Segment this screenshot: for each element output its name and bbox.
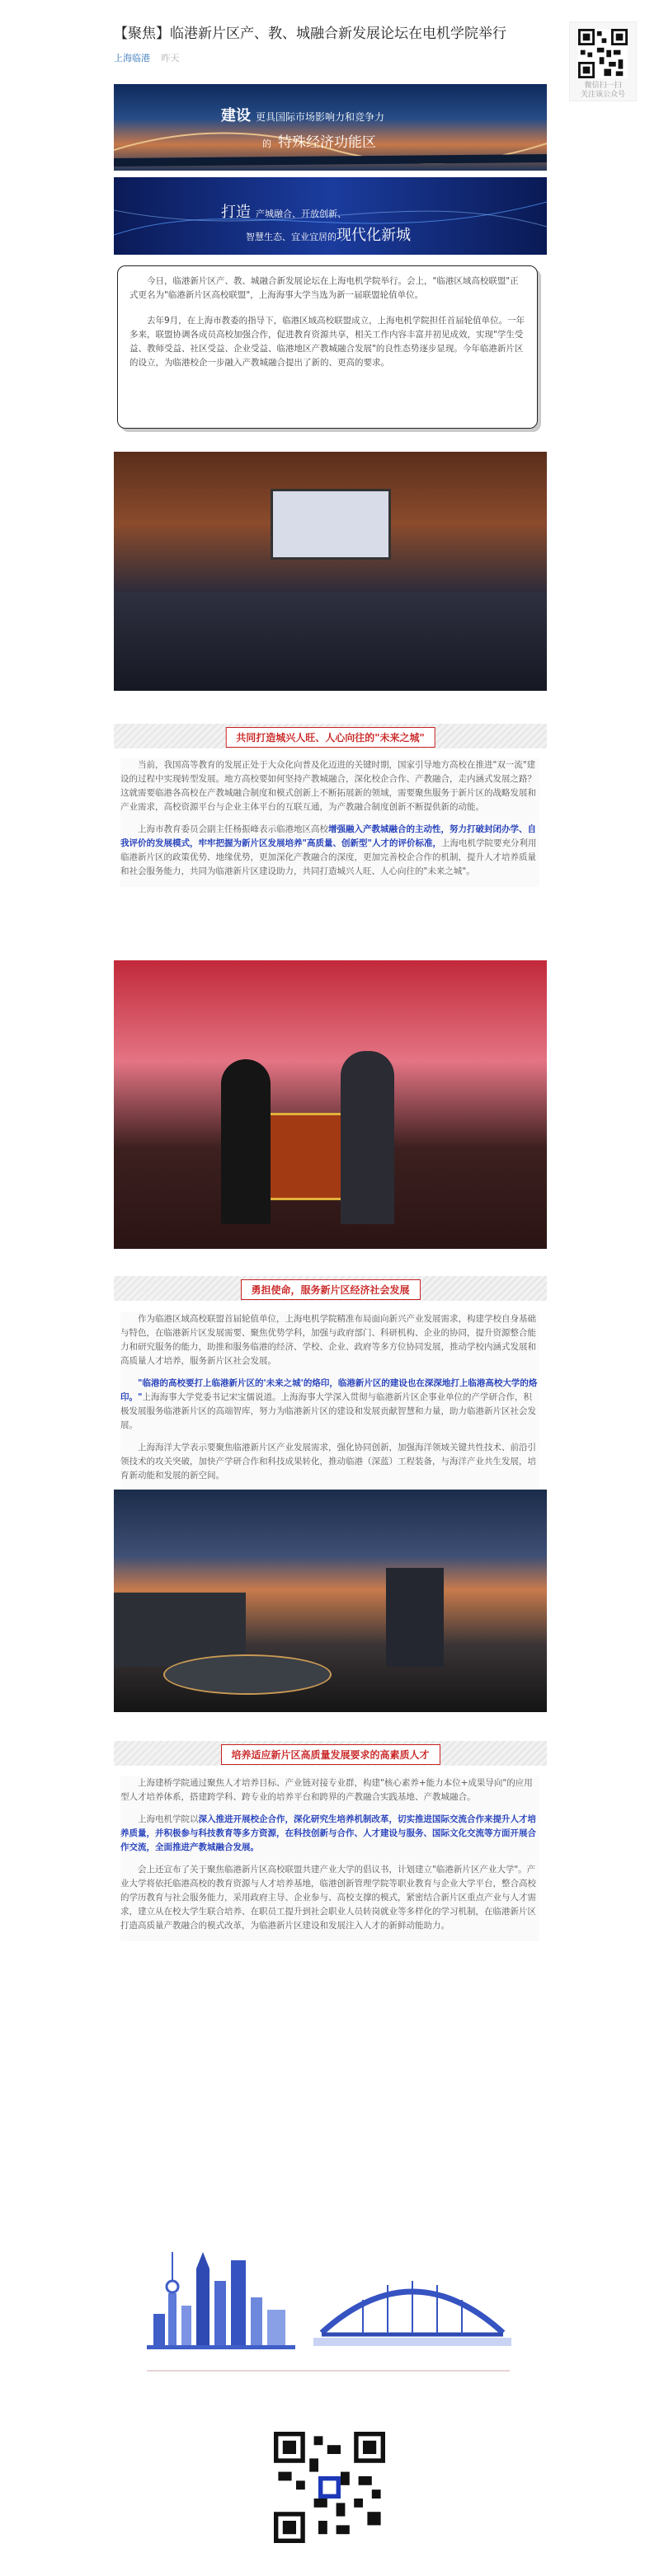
qr-code-icon [578,29,628,78]
section2-paragraph-2: "临港的高校要打上临港新片区的'未来之城'的烙印，临港新片区的建设也在深深地打上临港高校大学的烙印。"上海海事大学党委书记宋宝儒说道。上海海事大学深入贯彻与临港新片区企事业单位的产学研合作，积极发展服务临港新片区的高端智库，努力为临港新片区的建设和发展贡献智慧和力量，助力临港新片区社会发展。 [120,1378,538,1430]
audience-area [114,592,547,691]
intro-paragraph-1: 今日，临港新片区产、教、城融合新发展论坛在上海电机学院举行。会上，"临港区域高校联盟"正式更名为"临港新片区高校联盟"，上海海事大学当选为新一届联盟轮值单位。 [129,276,519,300]
section2-paragraph-3: 上海海洋大学表示要聚焦临港新片区产业发展需求，强化协同创新，加强海洋领域关键共性技术、前沿引领技术的攻关突破，加快产学研合作和科技成果转化，推动临港（深蓝）工程装备，与海洋产业共生发展，培育新动能和发展的新空间。 [120,1443,536,1480]
section1-header [114,724,547,748]
intro-paragraph-2: 去年9月，在上海市教委的指导下，临港区域高校联盟成立，上海电机学院担任首届轮值单位。一年多来，联盟协调各成员高校加强合作，促进教育资源共享，相关工作内容丰富并初见成效，实现"学生受益、教师受益、社区受益、企业受益、临港地区产教城融合发展"的良性态势逐步显现。今年临港新片区的设立，为临港校企一步融入产教城融合提出了新的、更高的要求。 [129,316,525,368]
banner-economic-zone [114,84,547,171]
section3-header [114,1741,547,1766]
article-source-link[interactable]: 上海临港 [114,53,150,63]
campus-plaza [163,1654,332,1695]
person-left [221,1059,271,1224]
banner1-line1: 建设 更具国际市场影响力和竞争力 [221,107,385,124]
bridge-silhouette-image [114,84,547,171]
banner2-line1: 打造 产城融合、开放创新、 [221,204,346,221]
campus-dusk-photo [114,1490,547,1712]
section3-title: 培养适应新片区高质量发展要求的高素质人才 [220,1744,440,1765]
article-meta [114,51,180,64]
section1-title: 共同打造城兴人旺、人心向往的"未来之城" [225,727,435,748]
follow-qr-panel [569,21,637,101]
banner1-line2: 的 特殊经济功能区 [262,134,376,151]
qr-caption: 微信扫一扫 关注该公众号 [580,82,625,99]
qr-code-icon [274,2432,385,2543]
section2-paragraph-1: 作为临港区域高校联盟首届轮值单位，上海电机学院精准布局面向新兴产业发展需求，构建学校自身基础与特色，在临港新片区发展需要、聚焦优势学科，加强与政府部门、科研机构、企业的协同，提升资源整合能力和研究服务的能力，助推和服务临港的经济、学校、企业、政府等多方位协同发展，推动学校内涵式发展和高质量人才培养，服务新片区社会发展。 [120,1314,536,1366]
person-right [341,1051,394,1224]
section3-paragraph-1: 上海建桥学院通过聚焦人才培养目标、产业链对接专业群，构建"核心素养+能力本位+成果导向"的应用型人才培养体系，搭建跨学科、跨专业的培养平台和跨界的产教融合实践基地、产教城融合。 [120,1778,533,1802]
campus-tower [386,1568,444,1667]
section1-body [120,758,539,887]
banner2-line2: 智慧生态、宜业宜居的现代化新城 [246,227,411,244]
banner-modern-city [114,177,547,255]
section2-header [114,1276,547,1301]
intro-box [117,265,538,429]
section3-paragraph-3: 会上还宣布了关于聚焦临港新片区高校联盟共建产业大学的倡议书，计划建立"临港新片区产业大学"。产业大学将依托临港高校的教育资源与人才培养基地，临港创新管理学院等职业教育与企业大学平台，整合高校的学历教育与社会服务能力，采用政府主导、企业参与、高校支撑的模式，紧密结合新片区重点产业与人才需求，建立从在校大学生联合培养、在职员工提升到社会职业人员转岗就业等多样化的学习机制，在临港新片区打造高质量产教融合的模式改革，为临港新片区建设和发展注入人才的新鲜动能助力。 [120,1865,536,1931]
forum-hall-photo [114,452,547,691]
section1-paragraph-1: 当前，我国高等教育的发展正处于大众化向普及化迈进的关键时期，国家引导地方高校在推进"双一流"建设的过程中实现转型发展。地方高校要如何坚持产教城融合，深化校企合作、产教融合，走内涵式发展之路？这就需要临港各高校在产教城融合制度和模式创新上不断拓展新的领域，需要聚焦服务于新片区的战略发展和产业需求，高校资源平台与企业主体平台的互联互通，为产教融合制度创新不断提供新的动能。 [120,760,536,812]
article-date: 昨天 [161,53,180,63]
plaque-ceremony-photo [114,960,547,1249]
section1-paragraph-2: 上海市教育委员会副主任杨振峰表示临港地区高校增强融入产教城融合的主动性，努力打破封闭办学、自我评价的发展模式，牢牢把握为新片区发展培养"高质量、创新型"人才的评价标准，上海电机学院要充分利用临港新片区的政策优势、地缘优势，更加深化产教融合的深度，更加完善校企合作的机制，提升人才培养质量和社会服务能力，共同为临港新片区建设助力，共同打造城兴人旺、人心向往的"未来之城"。 [120,824,537,876]
section2-title: 勇担使命，服务新片区经济社会发展 [240,1279,420,1300]
projection-screen [271,489,391,560]
section3-paragraph-2: 上海电机学院以深入推进开展校企合作，深化研究生培养机制改革，切实推进国际交流合作来提升人才培养质量，并积极参与科技教育等多方资源，在科技创新与合作、人才建设与服务、国际文化交流等方面开展合作交流，全面推进产教城融合发展。 [120,1814,536,1852]
city-skyline-icon [147,2236,295,2351]
footer-divider [147,2370,510,2372]
bridge-icon [313,2259,511,2353]
section3-body [120,1776,539,1941]
article-title: 【聚焦】临港新片区产、教、城融合新发展论坛在电机学院举行 [114,26,506,42]
